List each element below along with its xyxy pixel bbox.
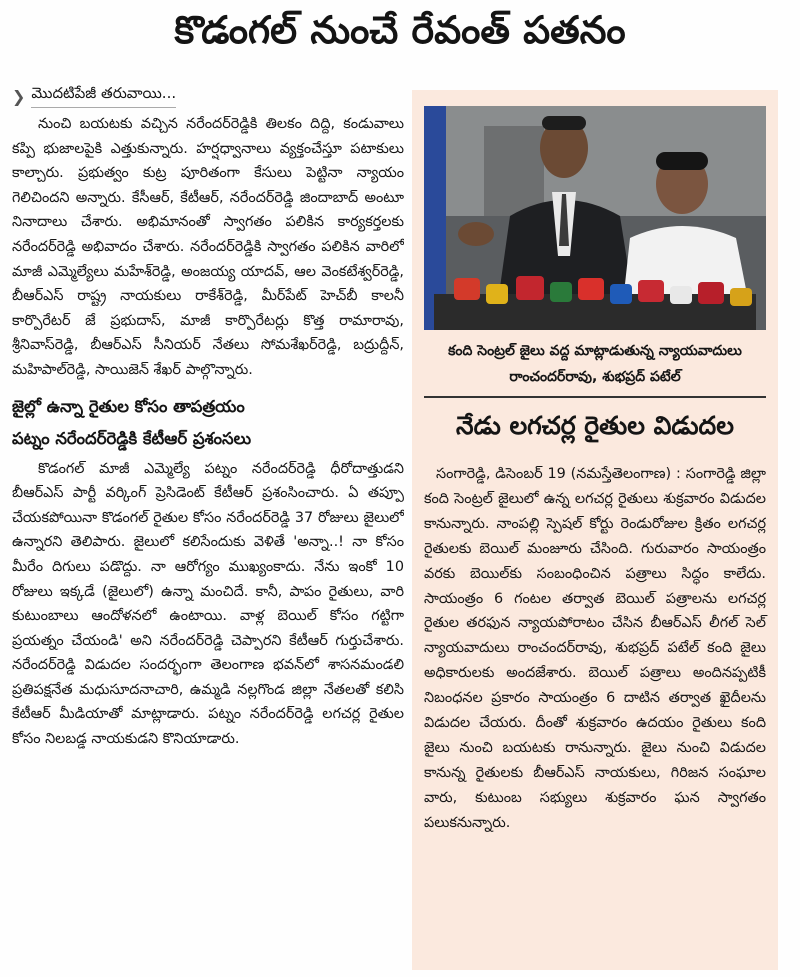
section-divider (424, 396, 766, 398)
continuation-label: మొదటిపేజీ తరువాయి... (31, 84, 176, 108)
headline: కొడంగల్ నుంచే రేవంత్ పతనం (174, 8, 626, 52)
side-article (412, 90, 778, 970)
main-article (12, 84, 404, 974)
subheading-1: జైల్లో ఉన్నా రైతుల కోసం తాపత్రయం (12, 396, 245, 416)
article-paragraph-2: కొడంగల్ మాజీ ఎమ్మెల్యే పట్నం నరేందర్‌రెడ్డి ధీరోదాత్తుడని బీఆర్‌ఎస్ పార్టీ వర్కింగ్ ప్రెసిడెంట్ కేటీఆర్ ప్రశంసించారు. ఏ తప్పూ చేయకపోయినా కొడంగల్ రైతుల కోసం నరేందర్‌రెడ్డి 37 రోజులు జైలులో ఉన్నారని తెలిపారు. జైలులో కలిసేందుకు వెళితే 'అన్నా..! నా కోసం మీరేం దిగులు పడొద్దు. నా ఆరోగ్యం ముఖ్యంకాదు. నేను ఇంకో 10 రోజులు ఇక్కడే (జైలులో) ఉన్నా మంచిదే. కానీ, పాపం రైతులు, వారి కుటుంబాలు ఆందోళనలో ఉంటాయి. వాళ్ల బెయిల్ కోసం గట్టిగా ప్రయత్నం చేయండి' అని నరేందర్‌రెడ్డి చెప్పారని కేటీఆర్ గుర్తుచేశారు. నరేందర్‌రెడ్డి విడుదల సందర్భంగా తెలంగాణ భవన్‌లో శాసనమండలి ప్రతిపక్షనేత మధుసూదనాచారి, ఉమ్మడి నల్లగొండ జిల్లా నేతలతో కలిసి కేటీఆర్ మీడియాతో మాట్లాడారు. పట్నం నరేందర్‌రెడ్డి లగచర్ల రైతుల కోసం నిలబడ్డ నాయకుడని కొనియాడారు. (12, 460, 404, 748)
subheading-2: పట్నం నరేందర్‌రెడ్డికి కేటీఆర్ ప్రశంసలు (12, 428, 252, 448)
news-photo (424, 106, 766, 330)
photo-caption: కంది సెంట్రల్ జైలు వద్ద మాట్లాడుతున్న న్యాయవాదులు రాంచందర్‌రావు, శుభప్రద్ పటేల్ (448, 343, 742, 385)
article-paragraph-1: నుంచి బయటకు వచ్చిన నరేందర్‌రెడ్డికి తిలకం దిద్ది, కండువాలు కప్పి భుజాలపైకి ఎత్తుకున్నారు. హర్షధ్వానాలు వ్యక్తంచేస్తూ పటాకులు కాల్చారు. ప్రభుత్వం కుట్ర పూరితంగా కేసులు పెట్టినా న్యాయం గెలిచిందని అన్నారు. కేసీఆర్, కేటీఆర్, నరేందర్‌రెడ్డి జిందాబాద్ అంటూ నినాదాలు చేశారు. అభిమానంతో స్వాగతం పలికిన కార్యకర్తలకు నరేందర్‌రెడ్డి అభివాదం చేశారు. నరేందర్‌రెడ్డికి స్వాగతం పలికిన వారిలో మాజీ ఎమ్మెల్యేలు మహేశ్‌రెడ్డి, అంజయ్య యాదవ్, ఆల వెంకటేశ్వర్‌రెడ్డి, బీఆర్‌ఎస్ రాష్ట్ర నాయకులు రాకేశ్‌రెడ్డి, మీర్‌పేట్ హెచ్‌బీ కాలనీ కార్పొరేటర్ జే ప్రభుదాస్, మాజీ కార్పొరేటర్లు కొత్త రామారావు, శ్రీనివాస్‌రెడ్డి, బీఆర్‌ఎస్ సీనియర్ నేతలు సోమశేఖర్‌రెడ్డి, బద్రుద్దీన్, మహిపాల్‌రెడ్డి, సాయిజెన్ శేఖర్ పాల్గొన్నారు. (12, 116, 404, 378)
side-headline: నేడు లగచర్ల రైతుల విడుదల (456, 411, 734, 440)
photo-illustration (424, 106, 766, 330)
chevron-right-icon: ❯ (12, 86, 26, 106)
side-article-body: సంగారెడ్డి, డిసెంబర్ 19 (నమస్తేతెలంగాణ) : సంగారెడ్డి జిల్లా కంది సెంట్రల్ జైలులో ఉన్న లగచర్ల రైతులు శుక్రవారం విడుదల కానున్నారు. నాంపల్లి స్పెషల్ కోర్టు రెండురోజుల క్రితం లగచర్ల రైతులకు బెయిల్ మంజూరు చేసింది. గురువారం సాయంత్రం వరకు బెయిల్‌కు సంబంధించిన పత్రాలు సిద్ధం కాలేదు. సాయంత్రం 6 గంటల తర్వాత బెయిల్ పత్రాలను లగచర్ల రైతుల తరఫున న్యాయపోరాటం చేసిన బీఆర్‌ఎస్ లీగల్ సెల్ న్యాయవాదులు రాంచందర్‌రావు, శుభప్రద్ పటేల్ కంది జైలు అధికారులకు అందజేశారు. బెయిల్ పత్రాలు అందినప్పటికీ నిబంధనల ప్రకారం సాయంత్రం 6 దాటిన తర్వాత ఖైదీలను విడుదల చేయరు. దీంతో శుక్రవారం ఉదయం రైతులు కంది జైలు నుంచి బయటకు రానున్నారు. జైలు నుంచి విడుదల కానున్న రైతులకు బీఆర్‌ఎస్ నాయకులు, గిరిజన సంఘాల వారు, కుటుంబ సభ్యులు శుక్రవారం ఘన స్వాగతం పలుకనున్నారు. (424, 466, 766, 831)
continuation-marker (12, 84, 404, 108)
